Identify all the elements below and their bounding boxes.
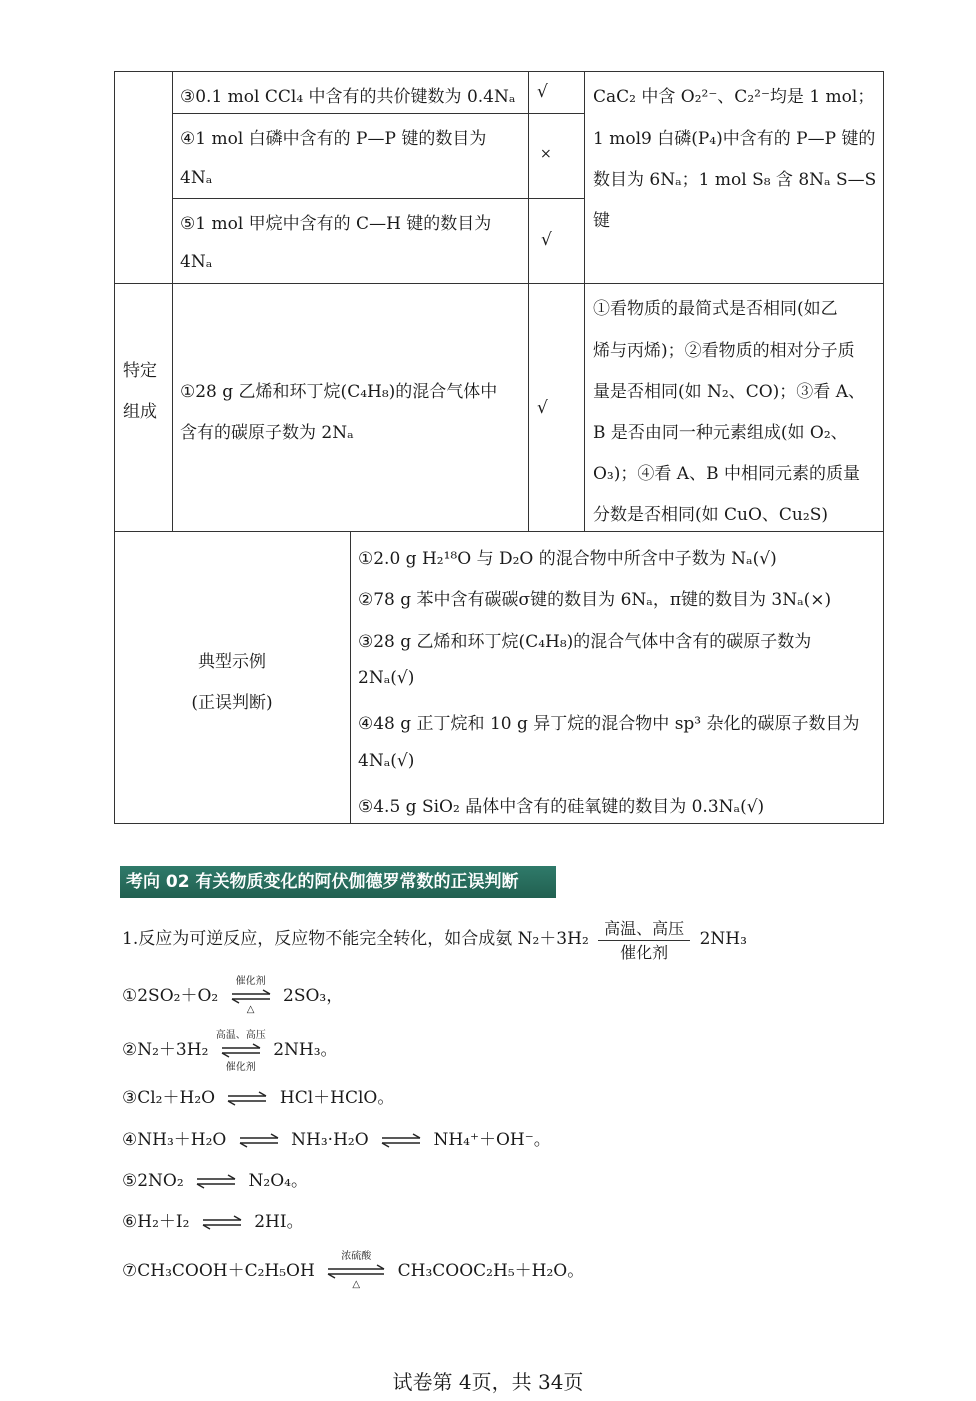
table-cell-note: 数目为 6Nₐ；1 mol S₈ 含 8Nₐ S—S (593, 170, 877, 190)
table-border (172, 198, 584, 199)
equation-right: HCl＋HClO。 (279, 1088, 395, 1108)
arrow-below-label: △ (246, 1003, 255, 1015)
table-cell-note: 烯与丙烯)；②看物质的相对分子质 (593, 341, 855, 361)
example-line: ②78 g 苯中含有碳碳σ键的数目为 6Nₐ，π键的数目为 3Nₐ(×) (358, 590, 832, 610)
table-border (114, 283, 884, 284)
table-border (172, 113, 584, 114)
equilibrium-arrow (201, 1212, 243, 1234)
arrow-above-label: 高温、高压 (215, 1029, 266, 1041)
intro-product: 2NH₃ (699, 929, 747, 949)
table-border (114, 823, 884, 824)
intro-text (122, 918, 747, 962)
table-cell-note: B 是否由同一种元素组成(如 O₂、 (593, 423, 848, 443)
check-mark: √ (541, 230, 552, 250)
arrow-below-label: △ (352, 1278, 361, 1290)
example-line: 2Nₐ(√) (358, 668, 415, 688)
equilibrium-arrow (326, 1250, 386, 1290)
example-line: ④48 g 正丁烷和 10 g 异丁烷的混合物中 sp³ 杂化的碳原子数目为 (358, 714, 860, 734)
equation-left: ④NH₃＋H₂O (122, 1130, 227, 1150)
equation-left: ①2SO₂＋O₂ (122, 986, 219, 1006)
table-cell-item: ⑤1 mol 甲烷中含有的 C—H 键的数目为 (180, 214, 492, 234)
example-line: ⑤4.5 g SiO₂ 晶体中含有的硅氧键的数目为 0.3Nₐ(√) (358, 797, 765, 817)
equation-1 (122, 975, 344, 1015)
section-heading: 考向 02 有关物质变化的阿伏伽德罗常数的正误判断 (120, 866, 556, 898)
condition-above: 高温、高压 (604, 918, 685, 938)
equation-right: CH₃COOC₂H₅＋H₂O。 (397, 1261, 585, 1281)
equilibrium-arrow (380, 1130, 422, 1152)
table-border (883, 71, 884, 824)
equation-left: ②N₂＋3H₂ (122, 1040, 209, 1060)
table-cell-item: ④1 mol 白磷中含有的 P—P 键的数目为 (180, 129, 487, 149)
equation-left: ⑥H₂＋I₂ (122, 1212, 190, 1232)
equilibrium-arrow (195, 1171, 237, 1193)
equation-right: N₂O₄。 (248, 1171, 308, 1191)
equation-3 (122, 1083, 394, 1110)
table-cell-note: O₃)；④看 A、B 中相同元素的质量 (593, 464, 860, 484)
equation-right: 2NH₃。 (273, 1040, 338, 1060)
table-cell-item: 4Nₐ (180, 252, 213, 272)
condition-below: 催化剂 (620, 942, 669, 962)
equilibrium-arrow (230, 975, 272, 1015)
equation-right: 2SO₃， (283, 986, 344, 1006)
equation-left: ③Cl₂＋H₂O (122, 1088, 216, 1108)
table-category: 典型示例 (198, 652, 266, 672)
equation-left: ⑦CH₃COOH＋C₂H₅OH (122, 1261, 315, 1281)
equation-4 (122, 1125, 551, 1152)
equation-5 (122, 1166, 308, 1193)
arrow-above-label: 催化剂 (235, 975, 266, 987)
table-category: (正误判断) (191, 693, 273, 713)
equation-right: NH₄⁺＋OH⁻。 (433, 1130, 551, 1150)
table-cell-note: CaC₂ 中含 O₂²⁻、C₂²⁻均是 1 mol； (593, 87, 875, 107)
table-cell-item: 4Nₐ (180, 168, 213, 188)
table-cell-item: 含有的碳原子数为 2Nₐ (180, 423, 354, 443)
table-border (114, 71, 884, 72)
table-border (528, 71, 529, 532)
table-cell-note: 1 mol9 白磷(P₄)中含有的 P—P 键的 (593, 129, 876, 149)
example-line: ③28 g 乙烯和环丁烷(C₄H₈)的混合气体中含有的碳原子数为 (358, 632, 812, 652)
table-cell-item: ①28 g 乙烯和环丁烷(C₄H₈)的混合气体中 (180, 382, 498, 402)
table-category: 组成 (123, 402, 157, 422)
arrow-above-label: 浓硫酸 (341, 1250, 372, 1262)
table-border (172, 71, 173, 532)
table-cell-note: ①看物质的最简式是否相同(如乙 (593, 299, 838, 319)
equation-middle: NH₃·H₂O (291, 1130, 369, 1150)
page-footer: 试卷第 4页，共 34页 (392, 1370, 584, 1394)
equation-2 (122, 1029, 338, 1073)
cross-mark: × (540, 146, 552, 162)
reaction-condition (598, 918, 690, 962)
equation-6 (122, 1207, 304, 1234)
equilibrium-arrow (215, 1029, 266, 1073)
equilibrium-arrow (226, 1088, 268, 1110)
equilibrium-arrow (238, 1130, 280, 1152)
table-cell-item: ③0.1 mol CCl₄ 中含有的共价键数为 0.4Nₐ (180, 87, 516, 107)
check-mark: √ (537, 398, 548, 418)
table-border (114, 531, 884, 532)
equation-right: 2HI。 (254, 1212, 304, 1232)
intro-reaction: 1.反应为可逆反应，反应物不能完全转化，如合成氨 N₂＋3H₂ (122, 929, 589, 949)
table-category: 特定 (123, 361, 157, 381)
table-border (584, 71, 585, 532)
table-cell-note: 键 (593, 211, 610, 231)
check-mark: √ (537, 82, 548, 102)
table-cell-note: 量是否相同(如 N₂、CO)；③看 A、 (593, 382, 865, 402)
equation-left: ⑤2NO₂ (122, 1171, 184, 1191)
table-cell-note: 分数是否相同(如 CuO、Cu₂S) (593, 505, 828, 525)
equation-7 (122, 1250, 585, 1290)
example-line: ①2.0 g H₂¹⁸O 与 D₂O 的混合物中所含中子数为 Nₐ(√) (358, 549, 777, 569)
example-line: 4Nₐ(√) (358, 751, 415, 771)
table-border (350, 531, 351, 824)
arrow-below-label: 催化剂 (225, 1061, 256, 1073)
